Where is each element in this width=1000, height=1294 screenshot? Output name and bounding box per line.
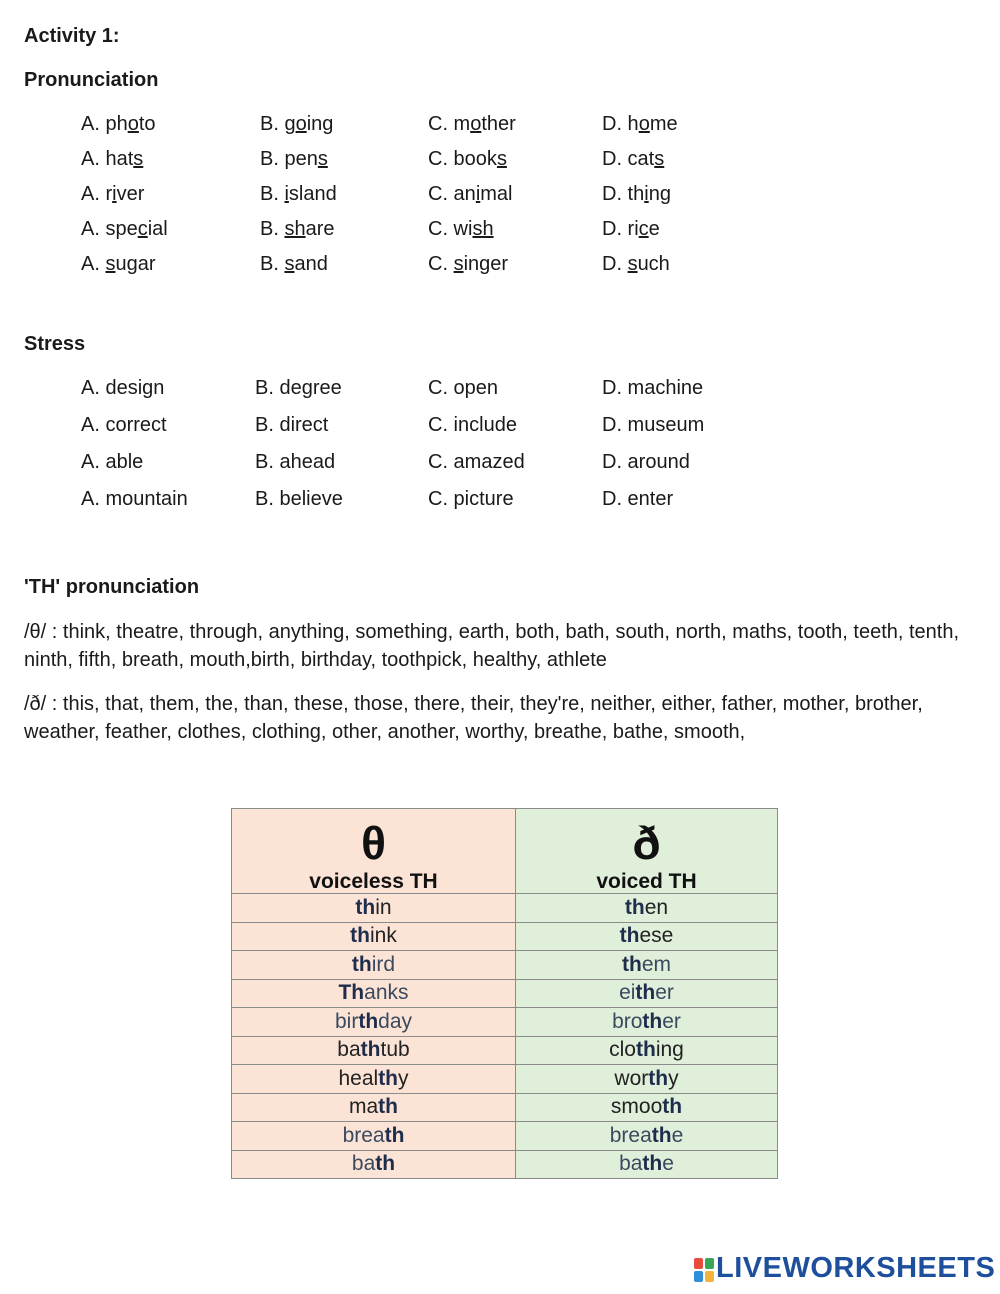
liveworksheets-logo-icon — [694, 1258, 714, 1282]
activity-title: Activity 1: — [24, 25, 120, 47]
voiceless-word: bathtub — [232, 1036, 516, 1065]
table-row — [232, 1150, 778, 1179]
pronunciation-option: B. going — [260, 113, 334, 135]
underlined-sound: c — [137, 218, 148, 240]
pronunciation-option: C. singer — [428, 253, 509, 275]
pronunciation-option: C. mother — [428, 113, 516, 135]
voiced-word: them — [516, 951, 778, 980]
voiceless-word: math — [232, 1093, 516, 1122]
underlined-sound: s — [453, 253, 464, 275]
voiceless-word-list: /θ/ : think, theatre, through, anything, something, earth, both, bath, south, north, maths, tooth, teeth, tenth, ninth, fifth, breath, mouth,birth, birthday, toothpick, healthy, athlete — [24, 621, 960, 671]
pronunciation-option: B. island — [260, 183, 337, 205]
voiceless-word: birthday — [232, 1008, 516, 1037]
table-row — [232, 951, 778, 980]
voiced-word: clothing — [516, 1036, 778, 1065]
pronunciation-heading: Pronunciation — [24, 69, 159, 91]
stress-heading: Stress — [24, 333, 86, 355]
pronunciation-option: A. photo — [81, 113, 156, 135]
pronunciation-option: A. special — [81, 218, 168, 240]
underlined-sound: sh — [472, 218, 494, 240]
table-row — [232, 979, 778, 1008]
stress-option: B. degree — [255, 377, 342, 399]
stress-option: B. ahead — [255, 451, 336, 473]
table-row — [232, 894, 778, 923]
underlined-sound: i — [475, 183, 481, 205]
stress-option: A. correct — [81, 414, 167, 436]
voiced-label: voiced TH — [596, 870, 697, 893]
underlined-sound: o — [295, 113, 307, 135]
pronunciation-option: B. sand — [260, 253, 328, 275]
table-header-row — [232, 809, 778, 894]
voiceless-header — [232, 809, 516, 894]
underlined-sound: s — [317, 148, 328, 170]
pronunciation-option: D. such — [602, 253, 670, 275]
pronunciation-option: B. pens — [260, 148, 328, 170]
voiceless-word: thin — [232, 894, 516, 923]
table-row — [232, 1093, 778, 1122]
table-row — [232, 1008, 778, 1037]
eth-symbol: ð — [632, 817, 661, 869]
table-row — [232, 1122, 778, 1151]
pronunciation-option: A. river — [81, 183, 145, 205]
stress-option: D. enter — [602, 488, 674, 510]
voiced-word: either — [516, 979, 778, 1008]
stress-option: A. mountain — [81, 488, 188, 510]
stress-option: C. open — [428, 377, 499, 399]
voiceless-word: bath — [232, 1150, 516, 1179]
table-row — [232, 922, 778, 951]
stress-option: A. able — [81, 451, 144, 473]
underlined-sound: s — [654, 148, 665, 170]
pronunciation-option: D. thing — [602, 183, 671, 205]
pronunciation-option: D. home — [602, 113, 678, 135]
underlined-sound: s — [133, 148, 144, 170]
table-row — [232, 1036, 778, 1065]
voiced-word: smooth — [516, 1093, 778, 1122]
th-comparison-table — [231, 808, 778, 1179]
stress-option: B. direct — [255, 414, 329, 436]
stress-option: C. amazed — [428, 451, 525, 473]
underlined-sound: i — [284, 183, 289, 205]
voiceless-word: think — [232, 922, 516, 951]
voiced-word: these — [516, 922, 778, 951]
voiced-word: breathe — [516, 1122, 778, 1151]
stress-option: D. machine — [602, 377, 704, 399]
table-row — [232, 1065, 778, 1094]
pronunciation-option: A. hats — [81, 148, 144, 170]
stress-option: C. picture — [428, 488, 514, 510]
underlined-sound: s — [105, 253, 116, 275]
pronunciation-option: C. books — [428, 148, 507, 170]
underlined-sound: o — [470, 113, 482, 135]
underlined-sound: o — [127, 113, 139, 135]
voiceless-word: Thanks — [232, 979, 516, 1008]
underlined-sound: i — [112, 183, 117, 205]
underlined-sound: s — [496, 148, 507, 170]
voiceless-label: voiceless TH — [309, 870, 438, 893]
voiceless-word: healthy — [232, 1065, 516, 1094]
pronunciation-option: D. rice — [602, 218, 660, 240]
liveworksheets-logo-text: LIVEWORKSHEETS — [716, 1252, 996, 1284]
pronunciation-option: D. cats — [602, 148, 665, 170]
underlined-sound: o — [638, 113, 650, 135]
voiceless-word: breath — [232, 1122, 516, 1151]
voiced-word: bathe — [516, 1150, 778, 1179]
voiced-header — [516, 809, 778, 894]
stress-option: C. include — [428, 414, 517, 436]
underlined-sound: s — [627, 253, 638, 275]
voiced-word: worthy — [516, 1065, 778, 1094]
th-heading: 'TH' pronunciation — [24, 576, 200, 598]
underlined-sound: sh — [284, 218, 306, 240]
voiced-word: then — [516, 894, 778, 923]
pronunciation-option: B. share — [260, 218, 335, 240]
voiced-word-list: /ð/ : this, that, them, the, than, these, those, there, their, they're, neither, either, father, mother, brother, weather, feather, clothes, clothing, other, another, worthy, breathe, bathe, smooth, — [24, 693, 923, 743]
underlined-sound: i — [644, 183, 649, 205]
stress-option: D. museum — [602, 414, 705, 436]
stress-option: B. believe — [255, 488, 343, 510]
pronunciation-option: C. wish — [428, 218, 494, 240]
pronunciation-option: A. sugar — [81, 253, 156, 275]
underlined-sound: c — [638, 218, 649, 240]
pronunciation-option: C. animal — [428, 183, 513, 205]
voiceless-word: third — [232, 951, 516, 980]
stress-option: A. design — [81, 377, 165, 399]
voiced-word: brother — [516, 1008, 778, 1037]
stress-option: D. around — [602, 451, 690, 473]
theta-symbol: θ — [361, 817, 386, 869]
underlined-sound: s — [284, 253, 295, 275]
